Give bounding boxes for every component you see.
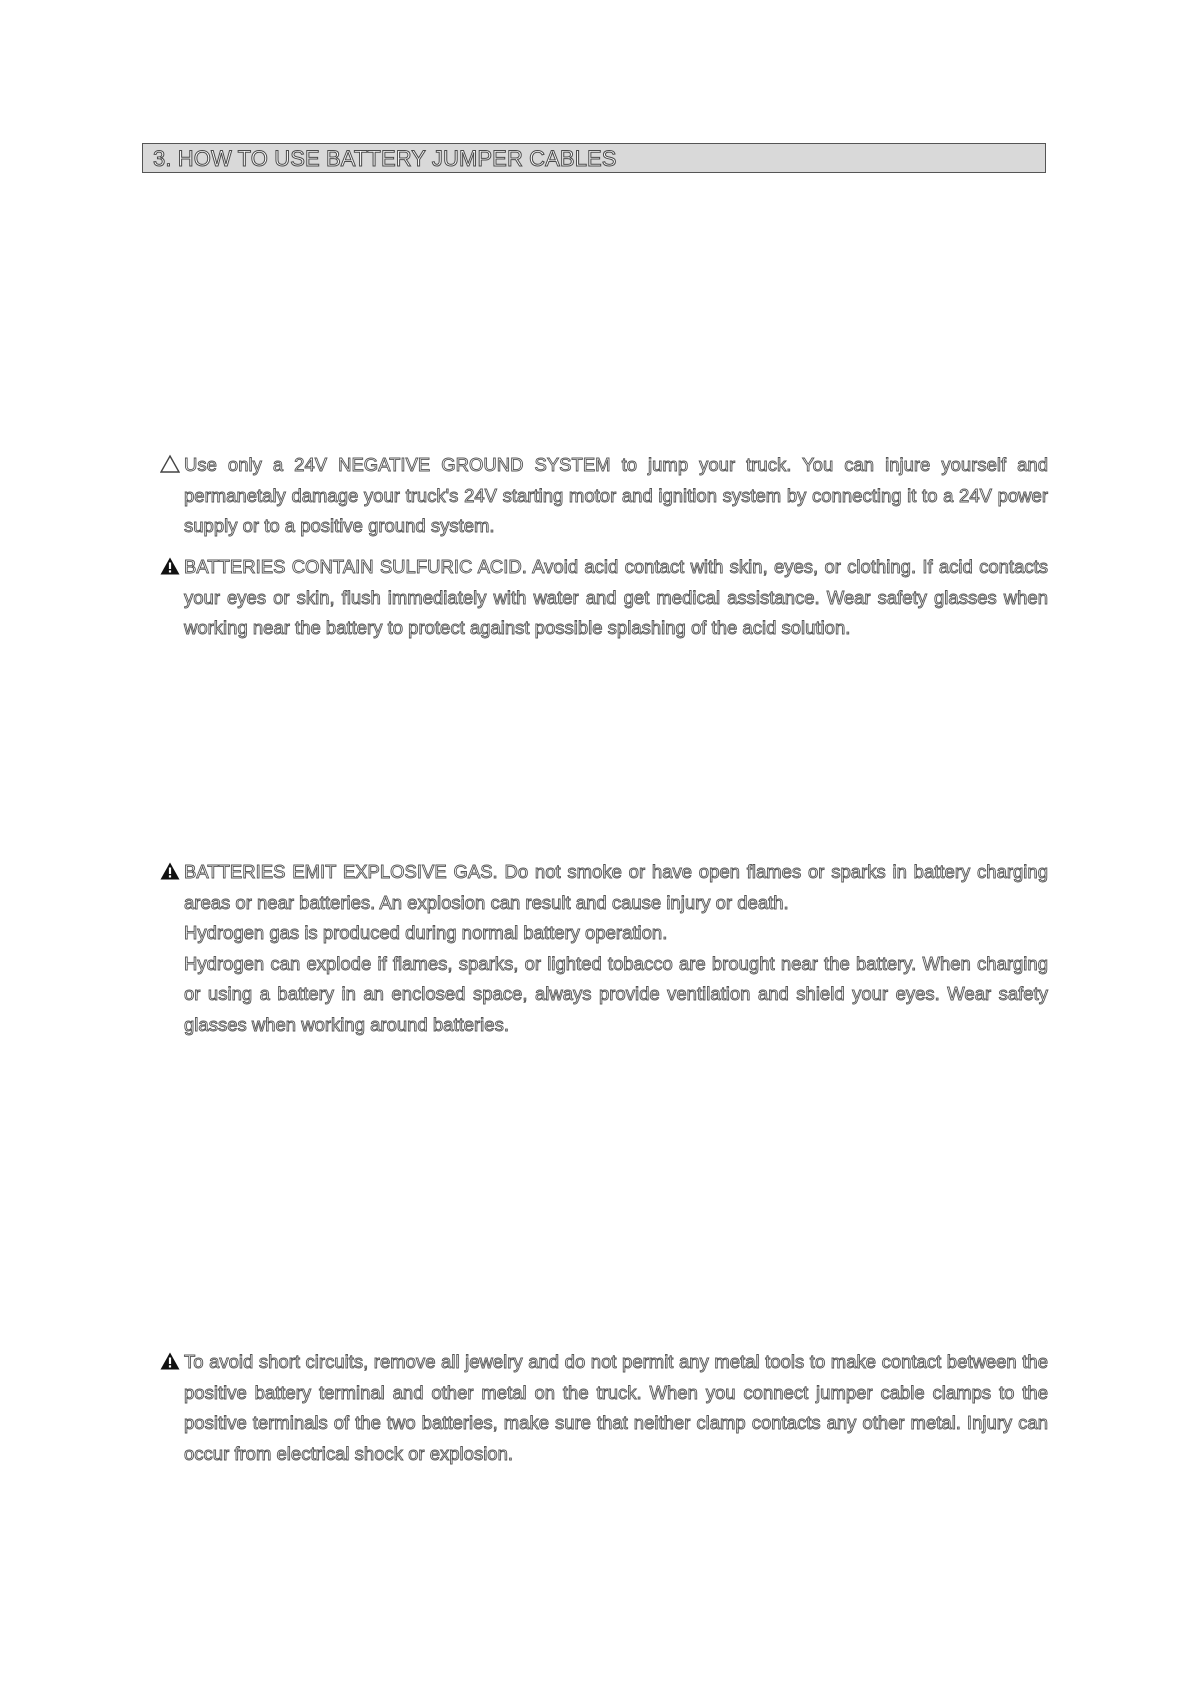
warning-text <box>184 450 1048 542</box>
warning-paragraph: BATTERIES CONTAIN SULFURIC ACID. Avoid acid contact with skin, eyes, or clothing. If acid contacts your eyes or skin, flush immediately with water and get medical assistance. Wear safety glasses when working near the battery to protect against possible splashing of the acid solution. <box>184 556 1048 638</box>
warning-text <box>184 552 1048 644</box>
warning-paragraph: Hydrogen can explode if flames, sparks, or lighted tobacco are brought near the battery. When charging or using a battery in an enclosed space, always provide ventilation and shield your eyes. Wear safety glasses when working around batteries. <box>184 952 1048 1035</box>
warning-sulfuric-acid <box>160 552 1048 644</box>
warning-paragraph: BATTERIES EMIT EXPLOSIVE GAS. Do not smoke or have open flames or sparks in battery charging areas or near batteries. An explosion can result and cause injury or death. <box>184 861 1048 913</box>
warning-explosive-gas <box>160 857 1048 1040</box>
warning-paragraph: To avoid short circuits, remove all jewelry and do not permit any metal tools to make contact between the positive battery terminal and other metal on the truck. When you connect jumper cable clamps to the positive terminals of the two batteries, make sure that neither clamp contacts any other metal. Injury can occur from electrical shock or explosion. <box>184 1351 1048 1464</box>
warning-paragraph: Use only a 24V NEGATIVE GROUND SYSTEM to jump your truck. You can injure yourself and permanetaly damage your truck's 24V starting motor and ignition system by connecting it to a 24V power supply or to a positive ground system. <box>184 454 1048 536</box>
warning-text <box>184 1347 1048 1469</box>
warning-filled-triangle-icon <box>160 556 180 576</box>
warning-filled-triangle-icon <box>160 861 180 881</box>
warning-filled-triangle-icon <box>160 1351 180 1371</box>
warning-paragraph: Hydrogen gas is produced during normal battery operation. <box>184 922 668 943</box>
section-title: 3. HOW TO USE BATTERY JUMPER CABLES <box>153 146 617 171</box>
warning-short-circuit <box>160 1347 1048 1469</box>
section-title-bar <box>142 143 1046 173</box>
warning-text <box>184 857 1048 1040</box>
warning-negative-ground <box>160 450 1048 542</box>
caution-outline-triangle-icon <box>160 454 180 474</box>
